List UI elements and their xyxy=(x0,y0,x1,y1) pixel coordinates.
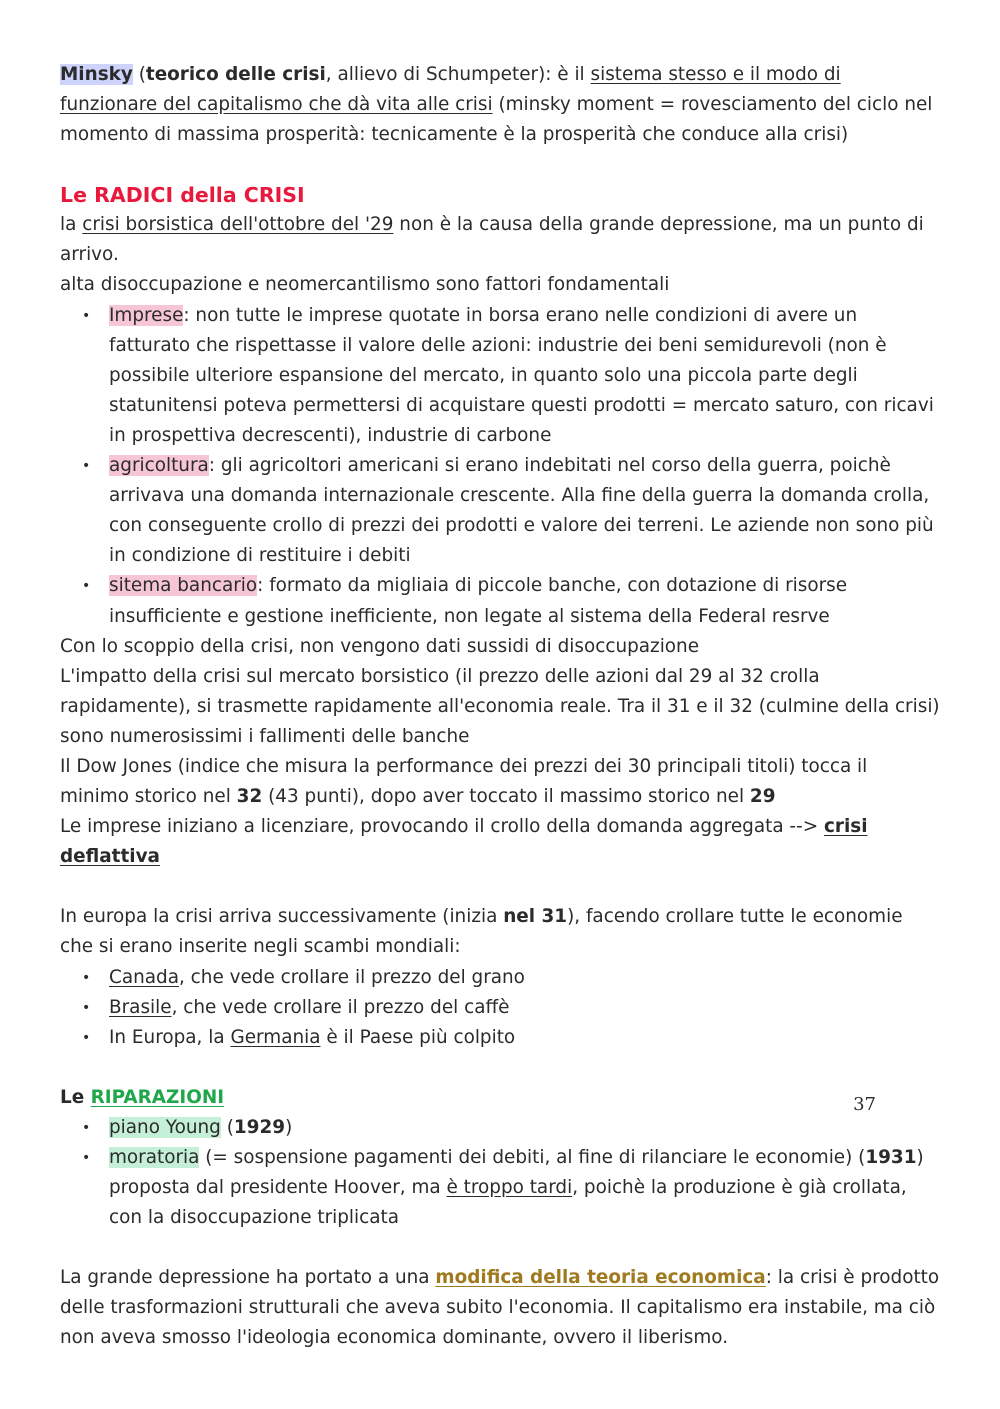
young-close: ) xyxy=(285,1116,293,1138)
list-text: : non tutte le imprese quotate in borsa erano nelle condizioni di avere un fatturato che rispettasse il valore delle azioni: industrie dei beni semidurevoli (non è possibile ulteriore espansione del mercato, in quanto solo una piccola parte degli statunitensi poteva permettersi di acquistare questi prodotti = mercato saturo, con ricavi in prospettiva decrescenti), industrie di carbone xyxy=(109,304,934,446)
list-item xyxy=(60,571,940,631)
radici-line2: alta disoccupazione e neomercantilismo sono fattori fondamentali xyxy=(60,274,670,296)
minsky-rest2: (minsky moment = rovesciamento del ciclo nel momento di massima prosperità: tecnicamente è la prosperità che conduce alla crisi) xyxy=(60,94,933,146)
list-term: Imprese xyxy=(109,304,184,326)
dow-year-max: 29 xyxy=(749,786,776,808)
minsky-underline: sistema stesso e il modo di funzionare del capitalismo che dà vita alle crisi xyxy=(60,64,841,116)
radici-intro-underline: crisi borsistica dell'ottobre del '29 xyxy=(82,214,394,236)
minsky-name: Minsky xyxy=(60,64,133,85)
radici-list xyxy=(60,301,940,632)
list-term: piano Young xyxy=(109,1116,221,1138)
list-item xyxy=(60,1143,940,1233)
minsky-open: ( xyxy=(132,64,146,85)
radici-intro-pre: la xyxy=(60,214,83,236)
radici-intro xyxy=(60,210,940,270)
impatto-paragraph: L'impatto della crisi sul mercato borsistico (il prezzo delle azioni dal 29 al 32 crolla rapidamente), si trasmette rapidamente all'economia reale. Tra il 31 e il 32 (culmine della crisi) sono numerosissimi i fallimenti delle banche xyxy=(60,665,940,747)
europa-list xyxy=(60,963,940,1053)
list-term: agricoltura xyxy=(109,455,209,477)
troppo-tardi: è troppo tardi xyxy=(446,1177,573,1199)
list-item xyxy=(60,993,940,1023)
modifica-teoria: modifica della teoria economica xyxy=(435,1267,766,1289)
list-item xyxy=(60,963,940,993)
europa-post: ), facendo crollare tutte le economie che si erano inserite negli scambi mondiali: xyxy=(60,906,903,958)
list-text: : formato da migliaia di piccole banche, con dotazione di risorse insufficiente e gestione inefficiente, non legate al sistema della Federal resrve xyxy=(109,575,848,627)
conclusione-pre: La grande depressione ha portato a una xyxy=(60,1267,436,1289)
page-content xyxy=(60,60,940,1354)
country-name: Canada xyxy=(109,966,179,988)
list-item xyxy=(60,451,940,571)
radici-heading: Le RADICI della CRISI xyxy=(60,183,305,208)
minsky-rest1: , allievo di Schumpeter): è il xyxy=(325,64,591,85)
list-term: moratoria xyxy=(109,1147,200,1168)
sussidi-paragraph: Con lo scoppio della crisi, non vengono dati sussidi di disoccupazione xyxy=(60,635,700,657)
dow-a: Il Dow Jones (indice che misura la performance dei prezzi dei 30 principali titoli) tocca il minimo storico nel xyxy=(60,755,868,808)
riparazioni-heading xyxy=(60,1083,940,1113)
list-item xyxy=(60,1113,940,1143)
list-pre: In Europa, la xyxy=(109,1026,231,1048)
list-text: , poichè la produzione è già crollata, con la disoccupazione triplicata xyxy=(109,1177,907,1229)
minsky-role: teorico delle crisi xyxy=(145,64,326,85)
dow-year-min: 32 xyxy=(236,786,263,808)
list-term: sitema bancario xyxy=(109,575,258,597)
europa-pre: In europa la crisi arriva successivamente (inizia xyxy=(60,906,504,928)
country-name: Germania xyxy=(230,1026,321,1048)
riparazioni-list xyxy=(60,1113,940,1233)
young-open: ( xyxy=(220,1116,234,1138)
young-year: 1929 xyxy=(233,1116,286,1138)
dow-c: (43 punti), dopo aver toccato il massimo storico nel xyxy=(262,786,750,808)
country-name: Brasile xyxy=(109,996,172,1018)
list-item xyxy=(60,1023,940,1053)
list-text: , che vede crollare il prezzo del grano xyxy=(178,966,525,988)
list-item xyxy=(60,301,940,451)
licenziamenti-paragraph xyxy=(60,812,940,872)
licenziamenti-pre: Le imprese iniziano a licenziare, provocando il crollo della domanda aggregata --> xyxy=(60,816,824,838)
crisi-deflattiva: crisi deflattiva xyxy=(60,816,868,868)
moratoria-year: 1931 xyxy=(865,1147,917,1168)
list-text: : gli agricoltori americani si erano indebitati nel corso della guerra, poichè arrivava una domanda internazionale crescente. Alla fine della guerra la domanda crolla, con conseguente crollo di prezzi dei prodotti e valore dei terreni. Le aziende non sono più in condizione di restituire i debiti xyxy=(109,455,934,567)
europa-bold: nel 31 xyxy=(503,906,568,928)
riparazioni-heading-term: RIPARAZIONI xyxy=(90,1086,225,1108)
radici-intro-post: non è la causa della grande depressione, ma un punto di arrivo. xyxy=(60,214,924,266)
riparazioni-heading-pre: Le xyxy=(60,1086,91,1108)
dow-jones-paragraph xyxy=(60,752,940,812)
list-text: (= sospensione pagamenti dei debiti, al fine di rilanciare le economie) ( xyxy=(199,1147,866,1168)
list-text: , che vede crollare il prezzo del caffè xyxy=(171,996,510,1018)
list-text: è il Paese più colpito xyxy=(320,1026,516,1048)
europa-paragraph xyxy=(60,902,940,962)
list-text: ) proposta dal presidente Hoover, ma xyxy=(109,1147,924,1199)
page-number: 37 xyxy=(853,1094,876,1115)
conclusione-post: : la crisi è prodotto delle trasformazioni strutturali che aveva subito l'economia. Il capitalismo era instabile, ma ciò non aveva smosso l'ideologia economica dominante, ovvero il liberismo. xyxy=(60,1267,940,1349)
minsky-paragraph xyxy=(60,60,940,150)
conclusione-paragraph xyxy=(60,1263,940,1353)
